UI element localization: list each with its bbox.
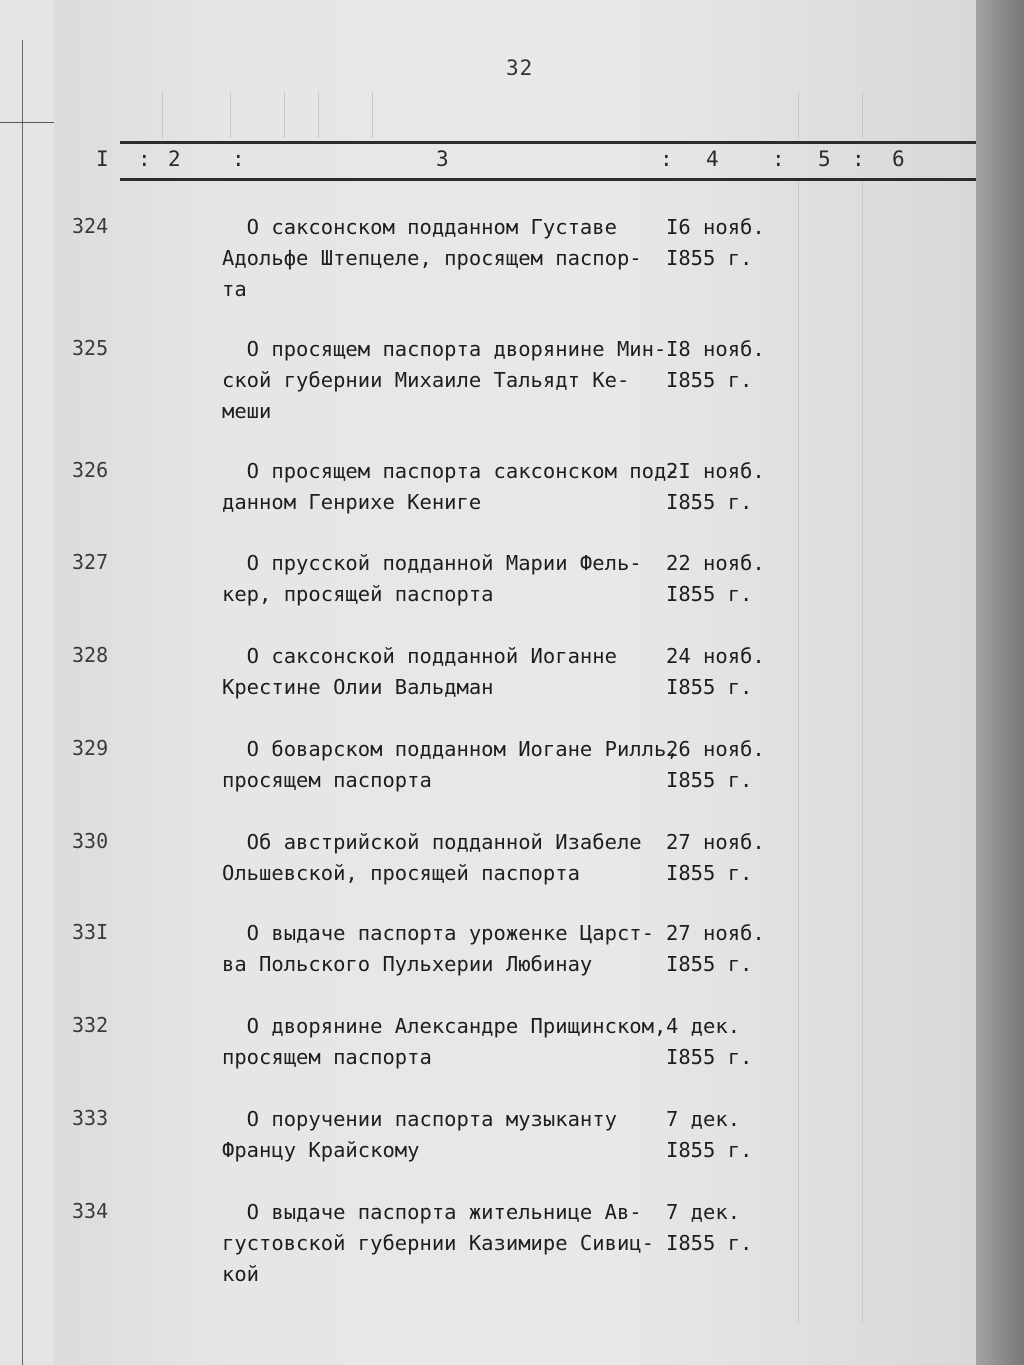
entry-date [666, 1011, 816, 1073]
column-separator: : [852, 147, 865, 171]
entry-description-line: кер, просящей паспорта [222, 582, 494, 606]
entry-description-line: О просящем паспорта саксонском под- [222, 459, 679, 483]
entry-number: 332 [72, 1013, 109, 1037]
entry-description-line: Адольфе Штепцеле, просящем паспор- [222, 246, 642, 270]
entry-date-line: 22 нояб. [666, 551, 765, 575]
header-rule-bottom [120, 178, 1008, 181]
entry-date-line: 26 нояб. [666, 737, 765, 761]
entry-date-line: I855 г. [666, 952, 753, 976]
column-separator: : [772, 147, 785, 171]
column-number: I [96, 147, 109, 171]
entry-description-line: О боварском подданном Иогане Рилль, [222, 737, 679, 761]
entry-number: 324 [72, 214, 109, 238]
column-separator: : [138, 147, 151, 171]
entry-description-line: ва Польского Пульхерии Любинау [222, 952, 593, 976]
previous-page-edge [0, 0, 55, 1365]
entry-description-line: просящем паспорта [222, 768, 432, 792]
entry-number: 333 [72, 1106, 109, 1130]
faint-column-line [284, 92, 285, 138]
column-separator: : [660, 147, 673, 171]
entry-description-line: Крестине Олии Вальдман [222, 675, 494, 699]
entry-description-line: О саксонском подданном Густаве [222, 215, 617, 239]
entry-number: 330 [72, 829, 109, 853]
entry-date-line: 7 дек. [666, 1200, 741, 1224]
entry-number: 327 [72, 550, 109, 574]
column-number: 2 [168, 147, 181, 171]
entry-date-line: I855 г. [666, 768, 753, 792]
entry-number: 329 [72, 736, 109, 760]
page-right-edge [976, 0, 1024, 1365]
entry-date [666, 918, 816, 980]
entry-date [666, 734, 816, 796]
entry-date [666, 1197, 816, 1259]
entry-date-line: I855 г. [666, 675, 753, 699]
faint-column-line [162, 92, 163, 138]
entry-number: 328 [72, 643, 109, 667]
entry-number: 33I [72, 920, 109, 944]
entry-description-line: О просящем паспорта дворянине Мин- [222, 337, 667, 361]
entry-description-line: та [222, 277, 247, 301]
entry-date [666, 548, 816, 610]
entry-date [666, 334, 816, 396]
entry-date [666, 212, 816, 274]
entry-description-line: данном Генрихе Кениге [222, 490, 482, 514]
entry-date-line: 27 нояб. [666, 921, 765, 945]
entry-description-line: О поручении паспорта музыканту [222, 1107, 617, 1131]
entry-description-line: кой [222, 1262, 260, 1286]
entry-number: 325 [72, 336, 109, 360]
entry-description-line: Об австрийской подданной Изабеле [222, 830, 642, 854]
entry-date-line: I6 нояб. [666, 215, 765, 239]
page-number: 32 [506, 56, 534, 80]
entry-date-line: 7 дек. [666, 1107, 741, 1131]
column-number: 4 [706, 147, 719, 171]
entry-description-line: О выдаче паспорта уроженке Царст- [222, 921, 654, 945]
entry-date [666, 827, 816, 889]
entry-description-line: меши [222, 399, 272, 423]
entry-description-line: О прусской подданной Марии Фель- [222, 551, 642, 575]
column-number: 6 [892, 147, 905, 171]
entry-description-line: О саксонской подданной Иоганне [222, 644, 617, 668]
entry-date-line: I855 г. [666, 582, 753, 606]
column-number: 5 [818, 147, 831, 171]
header-rule-top [120, 141, 1008, 144]
entry-description-line: О дворянине Александре Прищинском, [222, 1014, 667, 1038]
entry-number: 326 [72, 458, 109, 482]
entry-date [666, 641, 816, 703]
entry-description-line: густовской губернии Казимире Сивиц- [222, 1231, 654, 1255]
previous-page-header-rule [0, 122, 54, 123]
entry-description-line: ской губернии Михаиле Тальядт Ке- [222, 368, 630, 392]
faint-column-line [862, 92, 863, 138]
entry-date-line: 27 нояб. [666, 830, 765, 854]
entry-description-line: Ольшевской, просящей паспорта [222, 861, 580, 885]
previous-page-column-line [22, 40, 23, 1365]
entry-date-line: I855 г. [666, 368, 753, 392]
entry-date-line: I855 г. [666, 1138, 753, 1162]
entry-date-line: I855 г. [666, 1231, 753, 1255]
entry-date-line: I8 нояб. [666, 337, 765, 361]
faint-column-line [318, 92, 319, 138]
entry-date-line: 4 дек. [666, 1014, 741, 1038]
entry-description-line: О выдаче паспорта жительнице Ав- [222, 1200, 642, 1224]
entry-description-line: просящем паспорта [222, 1045, 432, 1069]
entry-date-line: I855 г. [666, 490, 753, 514]
entry-date [666, 456, 816, 518]
entry-date-line: 2I нояб. [666, 459, 765, 483]
entry-date-line: I855 г. [666, 1045, 753, 1069]
entry-date-line: I855 г. [666, 861, 753, 885]
column-line [862, 182, 863, 1322]
column-separator: : [232, 147, 245, 171]
entry-description-line: Францу Крайскому [222, 1138, 420, 1162]
entry-number: 334 [72, 1199, 109, 1223]
entry-date-line: I855 г. [666, 246, 753, 270]
column-number: 3 [436, 147, 449, 171]
entry-date-line: 24 нояб. [666, 644, 765, 668]
document-page [54, 0, 976, 1365]
faint-column-line [372, 92, 373, 138]
faint-column-line [230, 92, 231, 138]
entry-date [666, 1104, 816, 1166]
faint-column-line [798, 92, 799, 138]
